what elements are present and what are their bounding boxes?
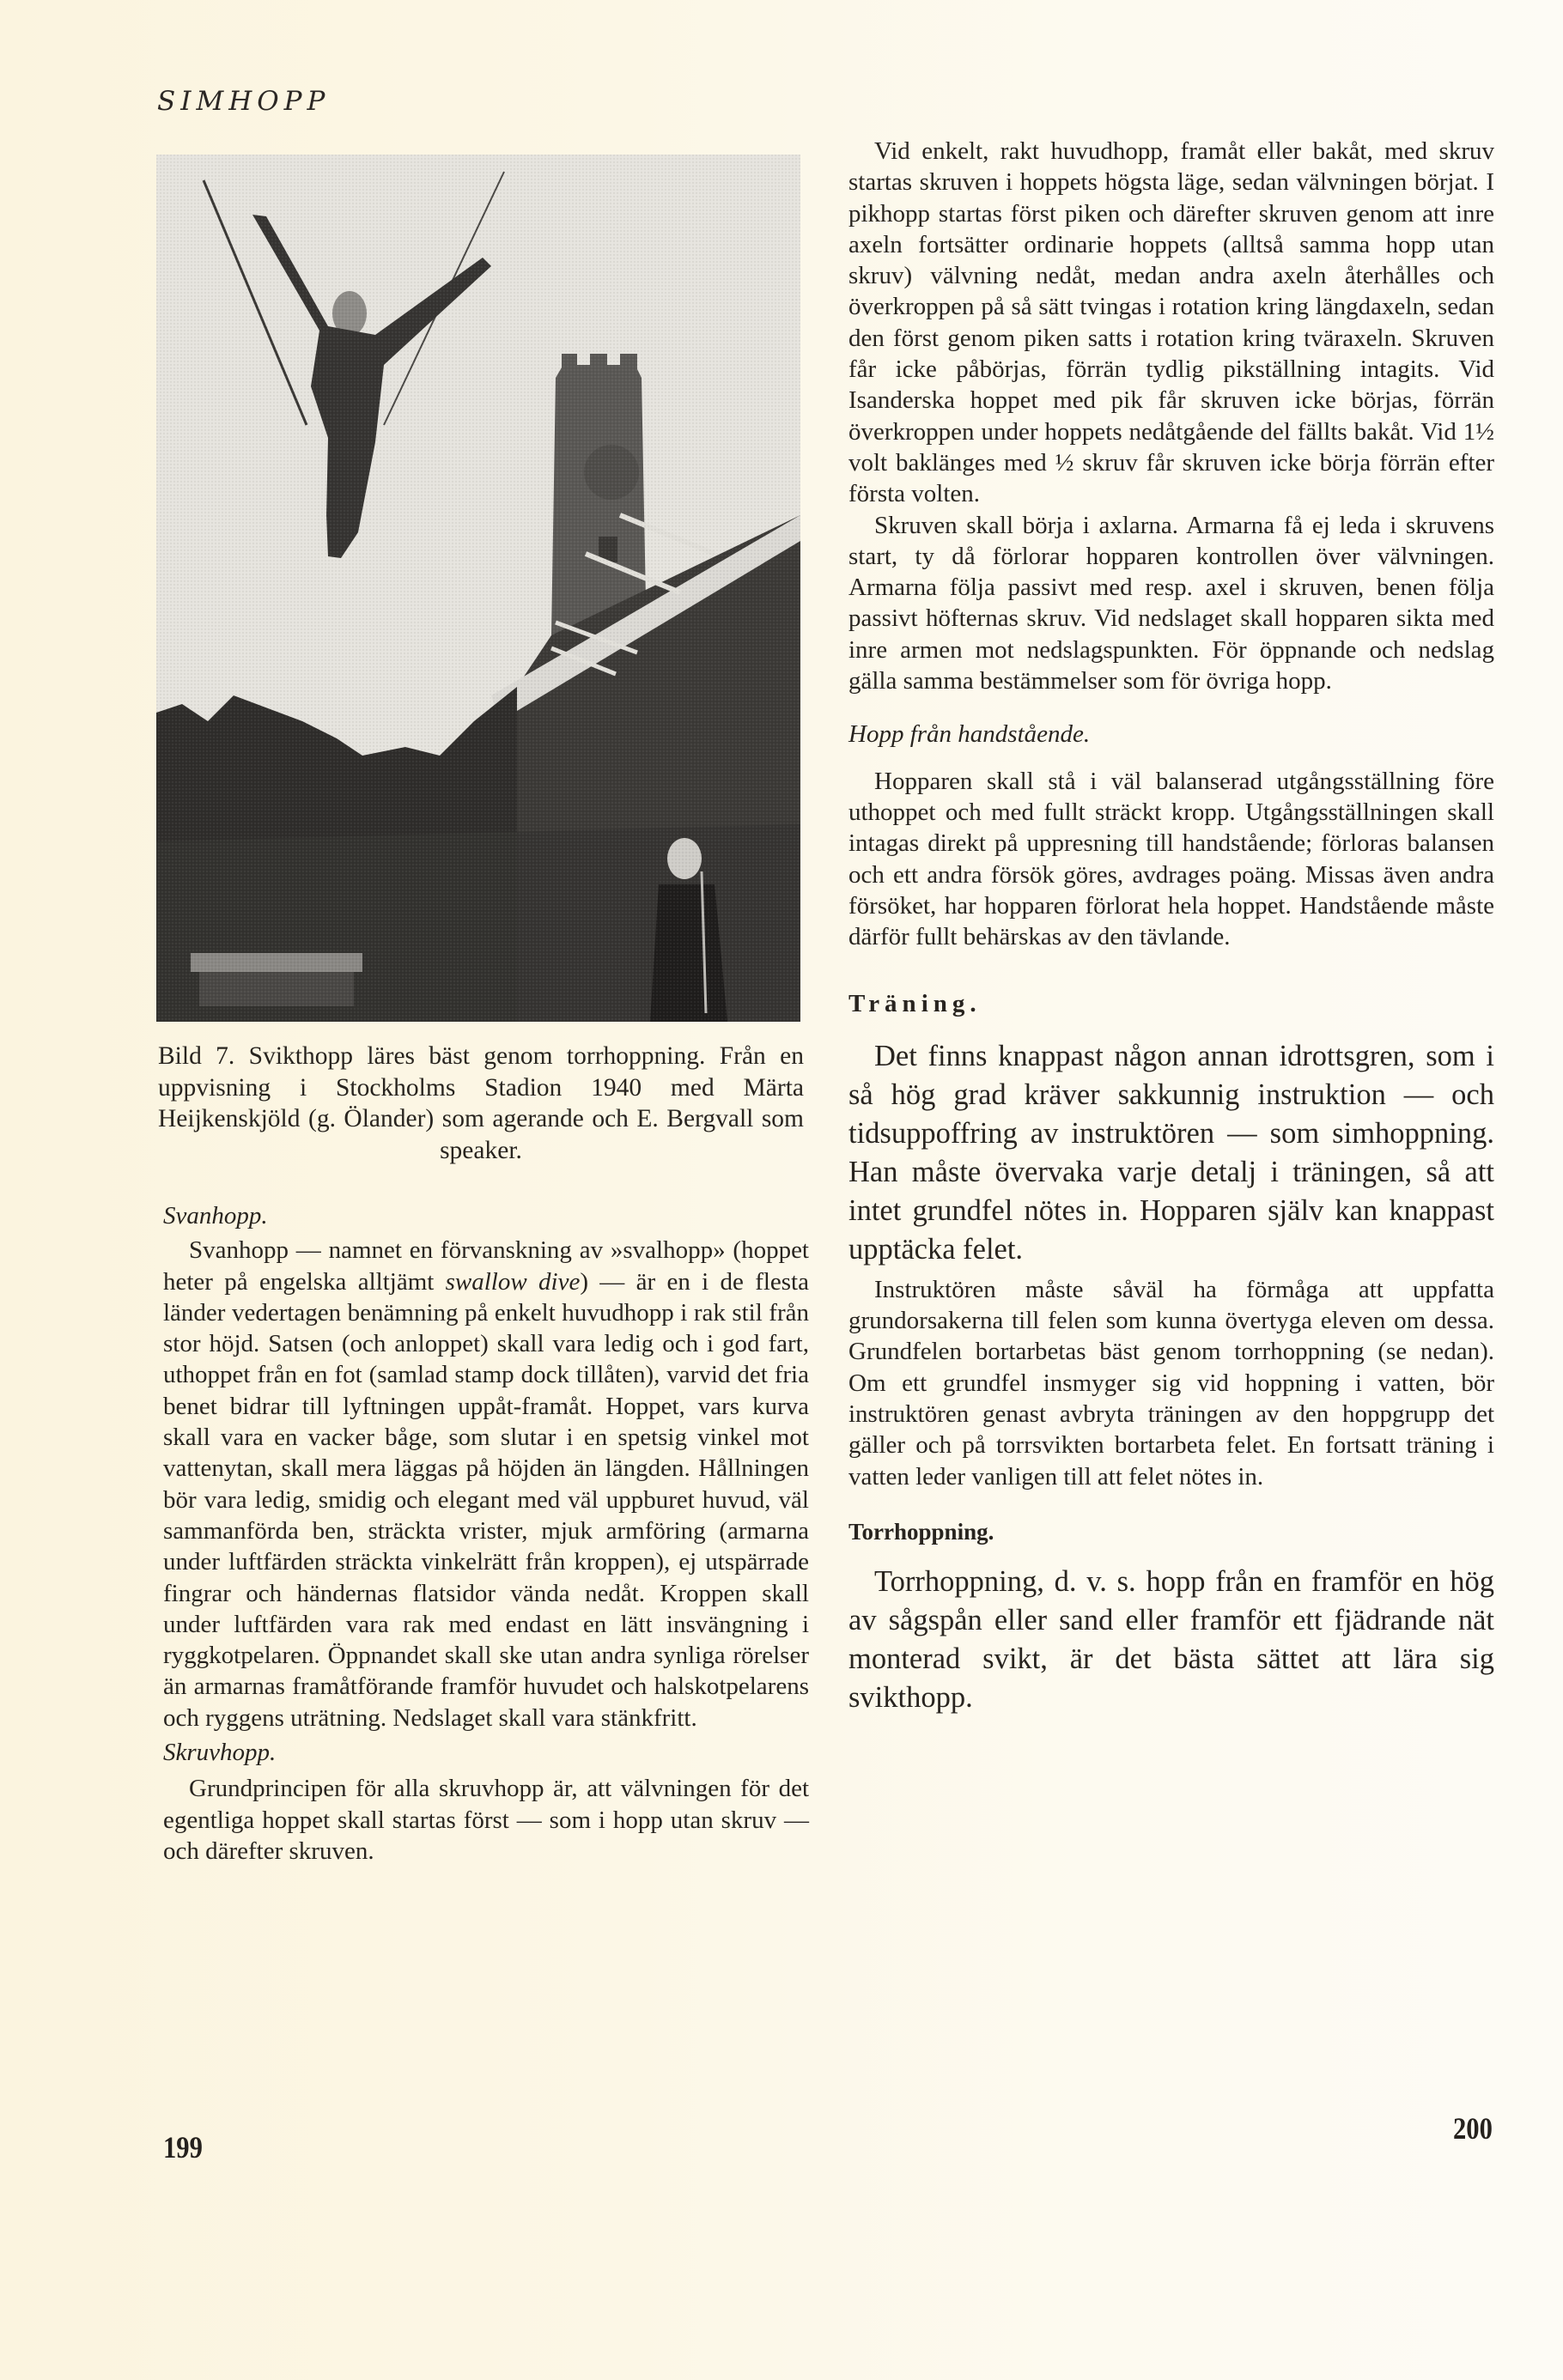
paragraph-svanhopp: [163, 1235, 809, 1733]
paragraph-skruv-start: Vid enkelt, rakt huvudhopp, framåt eller bakåt, med skruv startas skruven i hoppets högsta läge, sedan välvningen börjat. I pikhopp startas först piken och därefter skruven genom att inre axeln fortsätter ordinarie hoppets (alltså samma hopp utan skruv) välvning nedåt, medan andra axeln återhålles och överkroppen på så sätt tvingas i rotation kring längdaxeln, sedan den först genom piken satts i rotation kring tväraxeln. Skruven får icke påbörjas, förrän tydlig pikställning intagits. Vid Isanderska hoppet med pik får skruven icke börjas, förrän överkroppen under hoppets nedåtgående del fällts bakåt. Vid 1½ volt baklänges med ½ skruv får skruven icke börja förrän efter första volten.: [848, 137, 1494, 508]
text-run-italic: swallow dive: [445, 1267, 581, 1296]
paragraph-skruv-axlar: Skruven skall börja i axlarna. Armarna få ej leda i skruvens start, ty då förlorar hopparen kontrollen över välvningen. Armarna följa passivt med resp. axel i skruven, benen följa passivt höfternas skruv. Vid nedslaget skall hopparen sikta med inre armen mot nedslagspunkten. För öppnande och nedslag gälla samma bestämmelser som för övriga hopp.: [848, 511, 1494, 695]
running-head: SIMHOPP: [157, 86, 331, 117]
section-heading-svanhopp: Svanhopp.: [163, 1202, 268, 1229]
paragraph-instruktoren: Instruktören måste såväl ha förmåga att uppfatta grundorsakerna till felen som kunna övertyga eleven om dessa. Grundfelen bortarbetas bäst genom torrhoppning (se nedan). Om ett grundfel insmyger sig vid hoppning i vatten, bör instruktören genast avbryta träningen av den hoppgrupp det gäller och på torrsvikten bortarbeta felet. En fortsatt träning i vatten leder vanligen till att felet nötes in.: [848, 1275, 1494, 1491]
section-heading-traning: Träning.: [848, 990, 982, 1018]
traning-lead: [848, 1037, 1494, 1269]
photo-diver-stadium-image: [156, 155, 800, 1022]
right-column: [848, 136, 1494, 1717]
text-run: Svanhopp — namnet en förvanskning av »svalhopp» (hoppet heter på engelska alltjämt: [163, 1236, 809, 1296]
paragraph-handstaende: Hopparen skall stå i väl balanserad utgångsställning före uthoppet och med fullt sträckt kropp. Utgångsställningen skall intagas direkt på uppresning till handstående; förloras balansen och ett andra försök göres, avdrages poäng. Missas även andra försöket, har hopparen förlorat hela hoppet. Handstående måste därför fullt behärskas av den tävlande.: [848, 767, 1494, 951]
paragraph-skruvhopp: Grundprincipen för alla skruvhopp är, att välvningen för det egentliga hoppet skall startas först — som i hopp utan skruv — och därefter skruven.: [163, 1775, 809, 1865]
torrhoppning-lead: [848, 1563, 1494, 1717]
paragraph-traning-lead: Det finns knappast någon annan idrottsgren, som i så hög grad kräver sakkunnig instruktion — och tidsuppoffring av instruktören — som simhoppning. Han måste övervaka varje detalj i träningen, så att intet grundfel nötes in. Hopparen själv kan knappast upptäcka felet.: [848, 1039, 1494, 1266]
section-heading-torrhoppning: Torrhoppning.: [848, 1518, 994, 1545]
figure-photo: [156, 155, 800, 1022]
figure-caption: Bild 7. Svikthopp läres bäst genom torrhoppning. Från en uppvisning i Stockholms Stadion 1940 med Märta Heijkenskjöld (g. Ölander) som agerande och E. Bergvall som speaker.: [158, 1042, 804, 1164]
section-heading-skruvhopp: Skruvhopp.: [163, 1739, 277, 1767]
paragraph-torrhoppning: Torrhoppning, d. v. s. hopp från en framför en hög av sågspån eller sand eller framför ett fjädrande nät monterad svikt, är det bästa sättet att lära sig svikthopp.: [848, 1565, 1494, 1715]
page-number-right: 200: [1453, 2111, 1493, 2146]
section-heading-handstaende: Hopp från handstående.: [848, 720, 1091, 749]
left-column: [163, 1200, 809, 1867]
page-number-left: 199: [163, 2130, 203, 2164]
text-run: ) — är en i de flesta länder vedertagen benämning på enkelt huvudhopp i rak stil från stor höjd. Satsen (och anloppet) skall vara ledig och i god fart, uthoppet från en fot (samlad stamp dock tillåten), varvid det fria benet bidrar till lyftningen uppåt-framåt. Hoppet, vars kurva skall vara en vacker båge, som slutar i en spetsig vinkel mot vattenytan, skall mera läggas på höjden än längden. Hållningen bör vara ledig, smidig och elegant med väl uppburet huvud, väl sammanförda ben, sträckta vrister, mjuk armföring (armarna under luftfärden sträckta vinkelrätt från kroppen), ej utspärrade fingrar och händernas flatsidor vända nedåt. Kroppen skall under luftfärden vara rak med endast en lätt insvängning i ryggkotpelaren. Öppnandet skall ske utan andra synliga rörelser än armarnas framåtförande framför huvudet och halskotpelarens och ryggens uträtning. Nedslaget skall vara stänkfritt.: [163, 1267, 809, 1732]
